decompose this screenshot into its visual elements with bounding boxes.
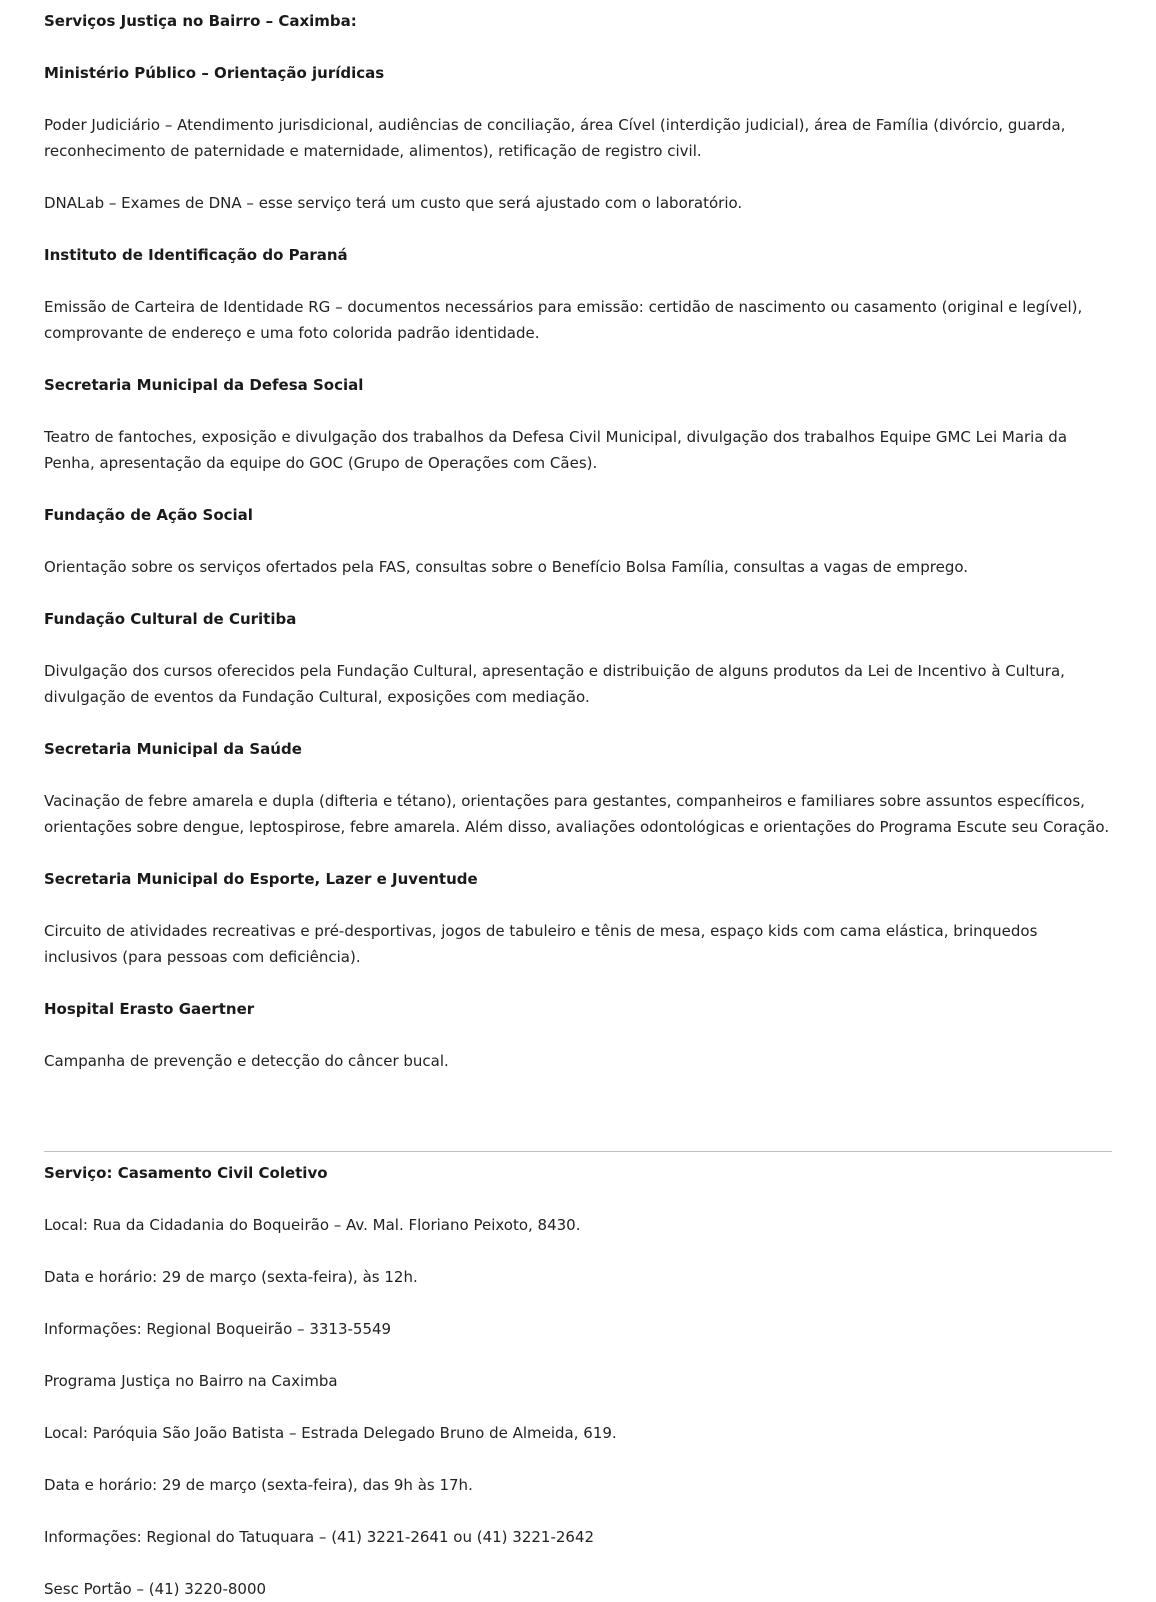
paragraph-instituto-line-2: comprovante de endereço e uma foto colorida padrão identidade. [44,324,540,342]
heading-defesa-social: Secretaria Municipal da Defesa Social [44,376,364,394]
programa-title: Programa Justiça no Bairro na Caximba [44,1372,338,1390]
casamento-data: Data e horário: 29 de março (sexta-feira), às 12h. [44,1268,418,1286]
heading-acao-social: Fundação de Ação Social [44,506,253,524]
paragraph-esporte-line-2: inclusivos (para pessoas com deficiência). [44,948,361,966]
paragraph-poder-judiciario-line-1: Poder Judiciário – Atendimento jurisdicional, audiências de conciliação, área Cível (interdição judicial), área de Família (divórcio, guarda, [44,116,1066,134]
paragraph-acao-social: Orientação sobre os serviços ofertados pela FAS, consultas sobre o Benefício Bolsa Família, consultas a vagas de emprego. [44,558,969,576]
heading-casamento-civil: Serviço: Casamento Civil Coletivo [44,1164,328,1182]
heading-instituto-identificacao: Instituto de Identificação do Paraná [44,246,348,264]
programa-informacoes: Informações: Regional do Tatuquara – (41) 3221-2641 ou (41) 3221-2642 [44,1528,595,1546]
paragraph-saude-line-1: Vacinação de febre amarela e dupla (difteria e tétano), orientações para gestantes, companheiros e familiares sobre assuntos específicos, [44,792,1085,810]
heading-ministerio-publico: Ministério Público – Orientação jurídicas [44,64,385,82]
heading-esporte: Secretaria Municipal do Esporte, Lazer e Juventude [44,870,478,888]
paragraph-instituto-line-1: Emissão de Carteira de Identidade RG – documentos necessários para emissão: certidão de nascimento ou casamento (original e legível), [44,298,1083,316]
section-title-justica: Serviços Justiça no Bairro – Caximba: [44,12,357,30]
sesc-portao-contact: Sesc Portão – (41) 3220-8000 [44,1580,267,1598]
casamento-local: Local: Rua da Cidadania do Boqueirão – Av. Mal. Floriano Peixoto, 8430. [44,1216,581,1234]
paragraph-cultural-line-2: divulgação de eventos da Fundação Cultural, exposições com mediação. [44,688,590,706]
section-divider [44,1151,1112,1152]
paragraph-poder-judiciario-line-2: reconhecimento de paternidade e maternidade, alimentos), retificação de registro civil. [44,142,702,160]
casamento-informacoes: Informações: Regional Boqueirão – 3313-5549 [44,1320,392,1338]
paragraph-dnalab: DNALab – Exames de DNA – esse serviço terá um custo que será ajustado com o laboratório. [44,194,743,212]
paragraph-hospital: Campanha de prevenção e detecção do câncer bucal. [44,1052,449,1070]
heading-fundacao-cultural: Fundação Cultural de Curitiba [44,610,297,628]
paragraph-cultural-line-1: Divulgação dos cursos oferecidos pela Fundação Cultural, apresentação e distribuição de alguns produtos da Lei de Incentivo à Cultura, [44,662,1065,680]
paragraph-esporte-line-1: Circuito de atividades recreativas e pré-desportivas, jogos de tabuleiro e tênis de mesa, espaço kids com cama elástica, brinquedos [44,922,1038,940]
programa-data: Data e horário: 29 de março (sexta-feira), das 9h às 17h. [44,1476,473,1494]
heading-hospital: Hospital Erasto Gaertner [44,1000,255,1018]
paragraph-saude-line-2: orientações sobre dengue, leptospirose, febre amarela. Além disso, avaliações odontológicas e orientações do Programa Escute seu Coração. [44,818,1110,836]
heading-saude: Secretaria Municipal da Saúde [44,740,302,758]
programa-local: Local: Paróquia São João Batista – Estrada Delegado Bruno de Almeida, 619. [44,1424,617,1442]
paragraph-defesa-line-1: Teatro de fantoches, exposição e divulgação dos trabalhos da Defesa Civil Municipal, divulgação dos trabalhos Equipe GMC Lei Maria da [44,428,1068,446]
paragraph-defesa-line-2: Penha, apresentação da equipe do GOC (Grupo de Operações com Cães). [44,454,598,472]
